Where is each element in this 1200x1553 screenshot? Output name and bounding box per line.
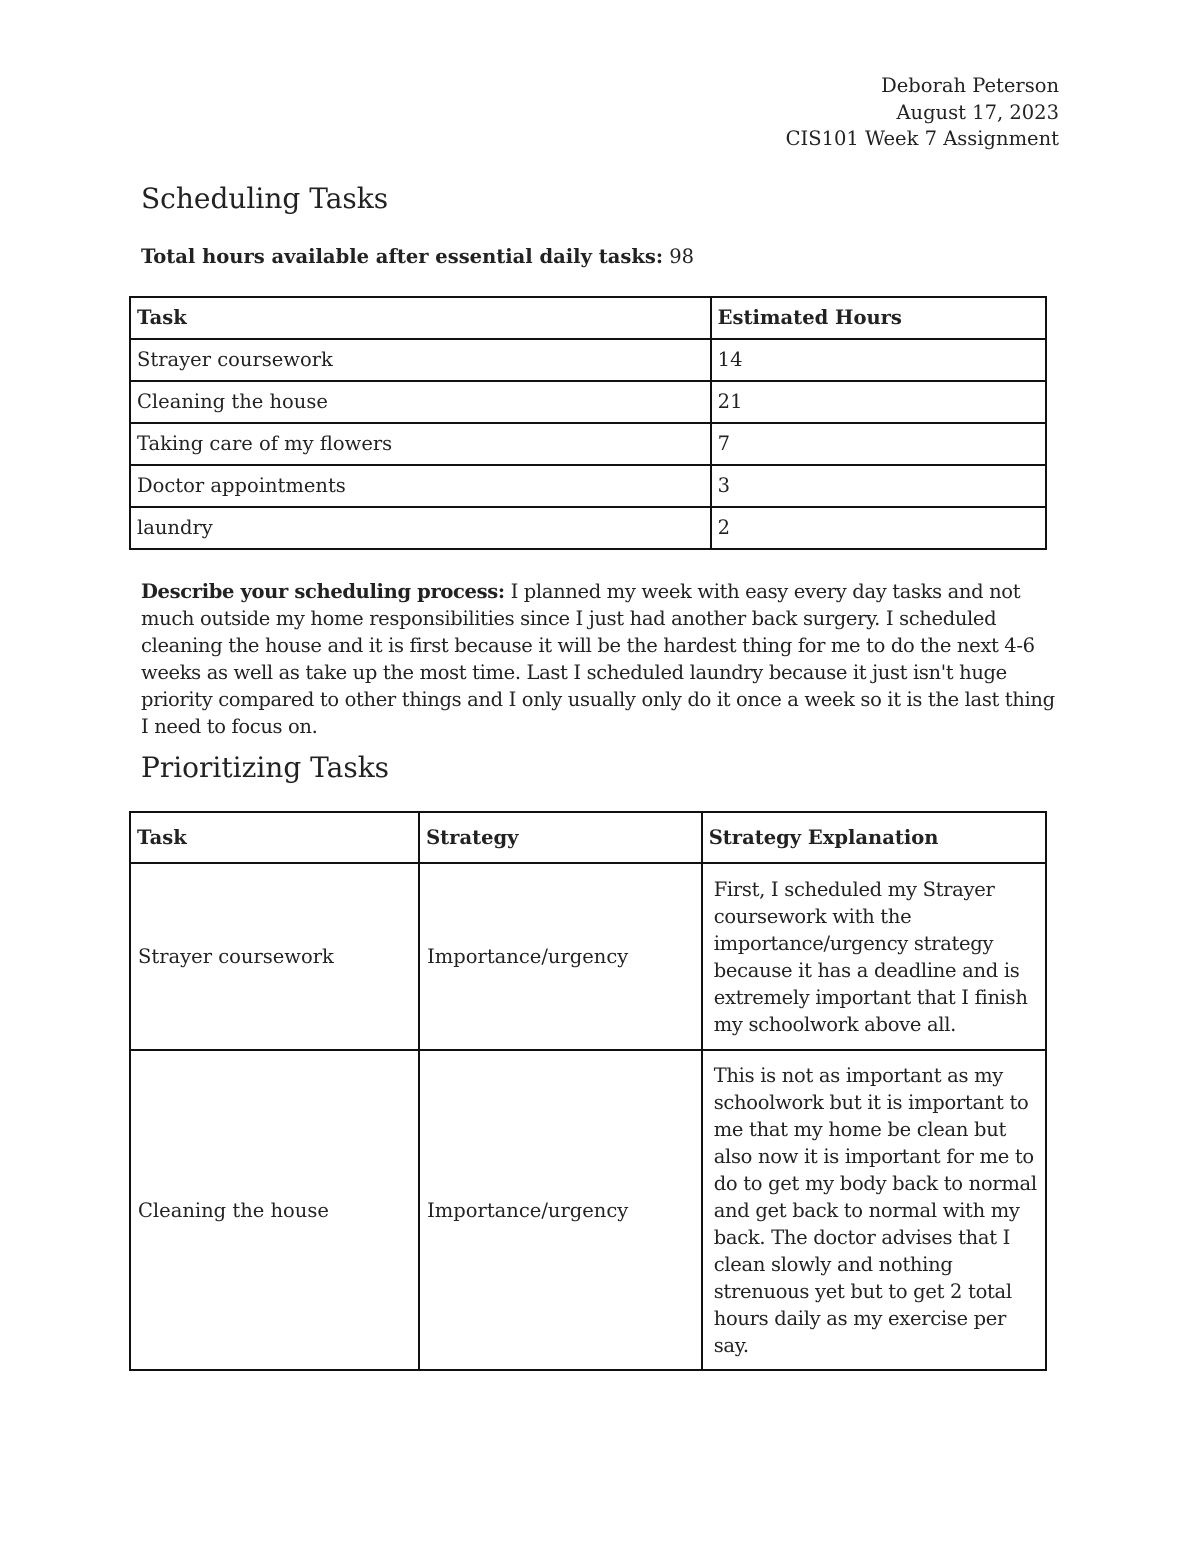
task-cell: Doctor appointments: [130, 465, 711, 507]
task-cell: laundry: [130, 507, 711, 549]
course-title: CIS101 Week 7 Assignment: [785, 127, 1059, 150]
document-header: [786, 73, 1059, 153]
task-cell: Cleaning the house: [130, 1050, 419, 1370]
column-header-strategy: Strategy: [419, 812, 702, 863]
hours-cell: 21: [711, 381, 1046, 423]
column-header-task: Task: [130, 812, 419, 863]
description-label: Describe your scheduling process:: [141, 580, 505, 603]
column-header-task: Task: [130, 297, 711, 339]
total-hours-label: Total hours available after essential daily tasks:: [141, 245, 664, 268]
scheduling-table: [129, 296, 1047, 550]
scheduling-section-title: Scheduling Tasks: [141, 182, 389, 215]
explanation-cell: This is not as important as my schoolwork but it is important to me that my home be clean but also now it is important for me to do to get my body back to normal and get back to normal with my back. The doctor advises that I clean slowly and nothing strenuous yet but to get 2 total hours daily as my exercise per say.: [702, 1050, 1046, 1370]
total-hours-value: 98: [669, 245, 695, 268]
strategy-cell: Importance/urgency: [419, 863, 702, 1050]
table-row: [130, 465, 1046, 507]
table-row: [130, 863, 1046, 1050]
hours-cell: 14: [711, 339, 1046, 381]
hours-cell: 2: [711, 507, 1046, 549]
task-cell: Strayer coursework: [130, 339, 711, 381]
table-row: [130, 507, 1046, 549]
total-hours-line: [141, 244, 694, 270]
table-row: [130, 381, 1046, 423]
column-header-explanation: Strategy Explanation: [702, 812, 1046, 863]
prioritizing-section-title: Prioritizing Tasks: [141, 751, 390, 784]
table-row: [130, 1050, 1046, 1370]
task-cell: Cleaning the house: [130, 381, 711, 423]
strategy-cell: Importance/urgency: [419, 1050, 702, 1370]
table-header-row: [130, 297, 1046, 339]
scheduling-description: [141, 578, 1061, 740]
table-row: [130, 423, 1046, 465]
explanation-cell: First, I scheduled my Strayer coursework with the importance/urgency strategy because it has a deadline and is extremely important that I finish my schoolwork above all.: [702, 863, 1046, 1050]
table-row: [130, 339, 1046, 381]
prioritizing-table: [129, 811, 1047, 1371]
description-text: I planned my week with easy every day tasks and not much outside my home responsibilities since I just had another back surgery. I scheduled cleaning the house and it is first because it will be the hardest thing for me to do the next 4-6 weeks as well as take up the most time. Last I scheduled laundry because it just isn't huge priority compared to other things and I only usually only do it once a week so it is the last thing I need to focus on.: [141, 580, 1055, 738]
table-header-row: [130, 812, 1046, 863]
task-cell: Taking care of my flowers: [130, 423, 711, 465]
document-date: August 17, 2023: [896, 100, 1059, 124]
hours-cell: 7: [711, 423, 1046, 465]
column-header-hours: Estimated Hours: [711, 297, 1046, 339]
author-name: Deborah Peterson: [881, 74, 1059, 97]
hours-cell: 3: [711, 465, 1046, 507]
task-cell: Strayer coursework: [130, 863, 419, 1050]
